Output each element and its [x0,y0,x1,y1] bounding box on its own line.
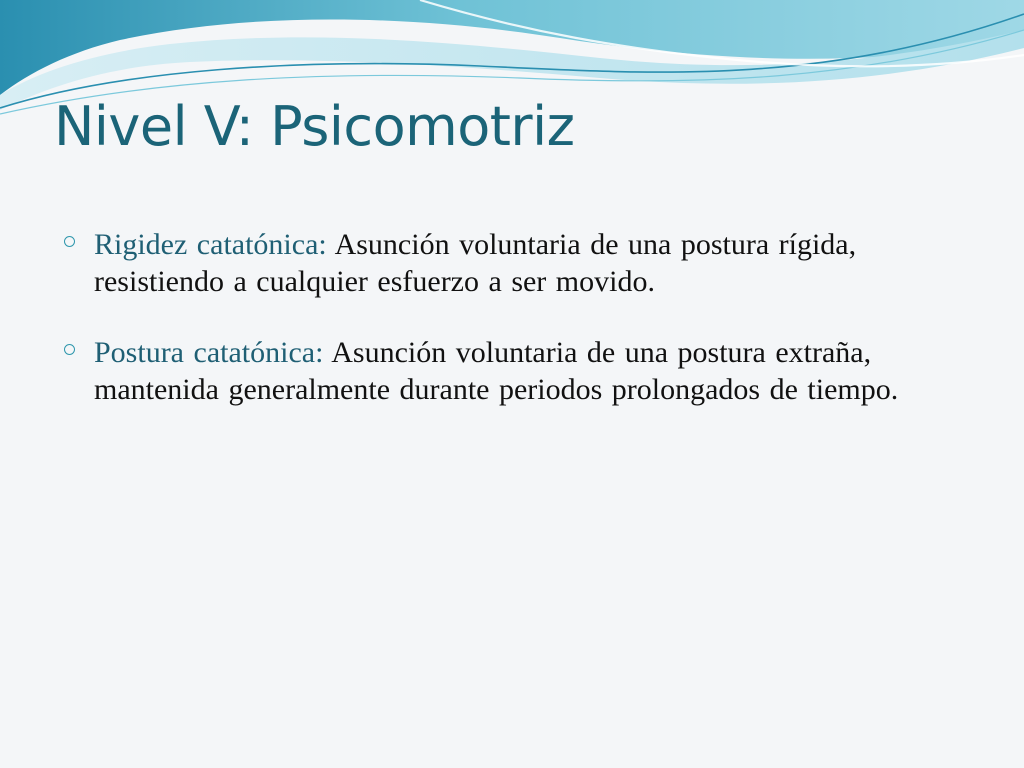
bullet-item [60,334,960,408]
bullet-term: Rigidez catatónica: [94,228,335,261]
bullet-list [60,226,960,442]
bullet-term: Postura catatónica: [94,336,332,369]
slide-title: Nivel V: Psicomotriz [54,95,575,158]
bullet-circle-icon [64,236,75,247]
bullet-item [60,226,960,300]
bullet-definition: Asunción voluntaria de una postura rígida, resistiendo a cualquier esfuerzo a ser movido. [94,228,857,298]
bullet-definition: Asunción voluntaria de una postura extraña, mantenida generalmente durante periodos prolongados de tiempo. [94,336,899,406]
bullet-circle-icon [64,344,75,355]
